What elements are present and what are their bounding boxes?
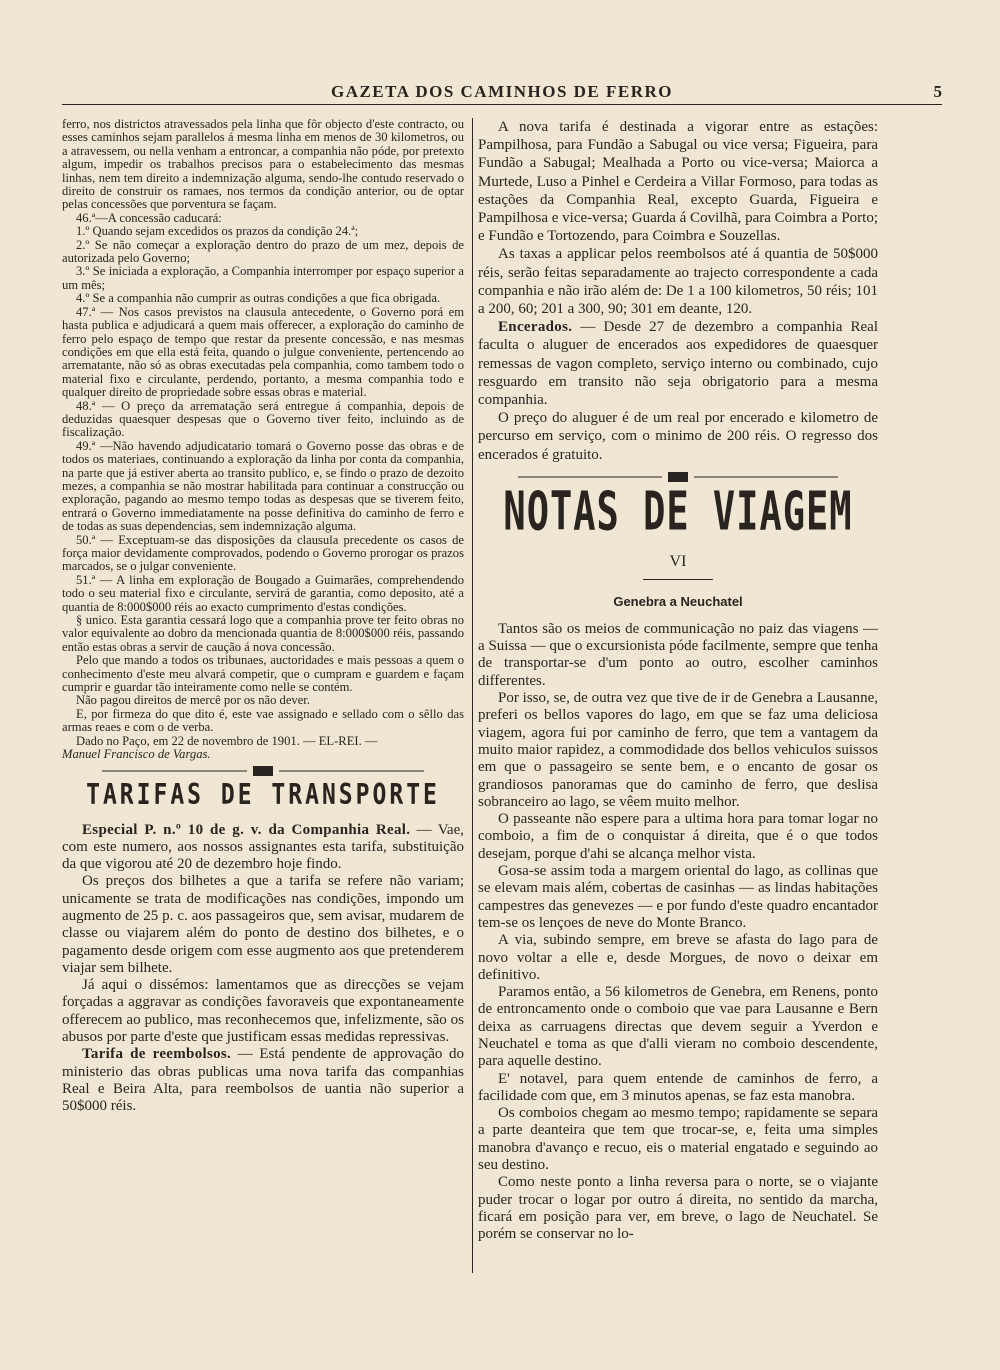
decree-paragraph: Dado no Paço, em 22 de novembro de 1901. — EL-REI. — [76,733,378,748]
tarifa-continuation [478,118,878,318]
reembolsos-paragraph [62,1046,464,1115]
section-heading-tarifas: TARIFAS DE TRANSPORTE [86,778,440,811]
article-paragraph: Como neste ponto a linha reversa para o norte, se o viajante puder trocar o logar por outro á direita, no sentido da marcha, ficará em posição para ver, em breve, o lago de Neuchatel. Se porém se conservar no lo- [478,1174,878,1243]
right-column [478,118,878,1244]
article-paragraph: Paramos então, a 56 kilometros de Genebra, em Renens, ponto de entroncamento onde o comboio que vae para Lausanne e Bern deixa as carruagens directas que devem seguir a Yverdon e Neuchatel e toma as que d'alli vieram no comboio descendente, para aquelle destino. [478,984,878,1070]
tarifas-paragraph: Já aqui o dissémos: lamentamos que as direcções se vejam forçadas a aggravar as condições favoraveis que expontaneamente offerecem ao publico, mas reconhecemos que, infelizmente, são os abusos por parte d'este que justificam essas medidas repressivas. [62,977,464,1046]
decree-paragraph: 46.ª—A concessão caducará: [76,210,222,225]
publication-title: GAZETA DOS CAMINHOS DE FERRO [330,82,674,101]
article-paragraph: Os comboios chegam ao mesmo tempo; rapidamente se separa a parte deanteira que tem que trocar-se, e, feita uma simples manobra d'avanço e recuo, eis o material engatado e seguindo ao seu destino. [478,1105,878,1174]
decree-paragraph: E, por firmeza do que dito é, este vae assignado e sellado com o sêllo das armas reaes e com o de verba. [62,706,464,735]
decree-text [62,118,464,748]
notas-text [478,621,878,1244]
decree-paragraph: 48.ª — O preço da arrematação será entregue á companhia, depois de deduzidas quaesquer despesas que o Governo tiver feito, incluindo as de fiscalização. [62,398,464,440]
article-paragraph: Gosa-se assim toda a margem oriental do lago, as collinas que se elevam mais além, cobertas de casinhas — as lindas habitações campestres das genevezes — e por fundo d'este quadro encantador tem-se os lençoes de neve do Monte Branco. [478,863,878,931]
header-rule [62,104,942,105]
decree-paragraph: 51.ª — A linha em exploração de Bougado a Guimarães, comprehendendo todo o seu material fixo e circulante, servirá de garantia, como deposito, até a quantia de 8:000$000 réis ao exacto cumprimento d'estas condições. [62,572,464,614]
tarifas-lead-rest: — Vae, com este numero, aos nossos assignantes esta tarifa, substituição da que vigorou até 20 de dezembro hoje findo. [62,821,464,873]
decree-paragraph: 2.º Se não começar a exploração dentro do prazo de um mez, depois de autorizada pelo Governo; [62,237,464,266]
decree-paragraph: Não pagou direitos de mercê por os não dever. [76,693,310,708]
article-paragraph: E' notavel, para quem entende de caminhos de ferro, a facilidade com que, em 3 minutos apenas, se faz esta manobra. [478,1070,878,1104]
decree-paragraph: 4.º Se a companhia não cumprir as outras condições a que fica obrigada. [76,291,441,306]
column-rule [472,118,473,1273]
encerados-paragraph [478,318,878,409]
tarifas-paragraph: Os preços dos bilhetes a que a tarifa se refere não variam; unicamente se trata de modificações nas condições, impondo um augmento de 25 p. c. aos passageiros que, sem avisar, mudarem de classe ou viajarem além do ponto de destino dos bilhetes, e o pagamento desde origem com esse augmento aos que pretenderem viajar sem bilhete. [62,873,464,976]
article-paragraph: Tantos são os meios de communicação no paiz das viagens — a Suissa — que o excursionista póde facilmente, sempre que tenha de transportar-se d'um ponto ao outro, escolher caminhos differentes. [478,620,878,689]
decree-paragraph: 3.º Se iniciada a exploração, a Companhia interromper por espaço superior a um mês; [62,264,464,292]
left-column [62,118,464,1116]
decree-paragraph: ferro, nos districtos atravessados pela linha que fôr objecto d'este contracto, ou esses caminhos sejam parallelos á mesma linha em menos de 30 kilometros, ou a atravessem, ou nella venham a entroncar, a companhia não póde, por pretexto algum, impedir os trabalhos precisos para o estabelecimento das mesmas linhas, nem tem direito a indemnização alguma, sendo-lhe contudo reservado o direito de construir os ramaes, nos termos da condição anterior, ou de optar pelas concessões que porventura se façam. [62,118,464,212]
tarifas-text [62,873,464,1046]
tarifa-paragraph: A nova tarifa é destinada a vigorar entre as estações: Pampilhosa, para Fundão a Sabugal ou vice versa; Figueira, para Fundão a Sabugal; Mealhada a Porto ou vice-versa; Maiorca a Murtede, Luso a Pinhel e Cerdeira a Villar Formoso, para todas as estações da Companhia Real, excepto Guarda, Figueira e Pampilhosa e vice-versa; Guarda á Covilhã, para Coimbra a Porto; e Fundão e Tortozendo, para Coimbra e Souzellas. [478,119,878,245]
article-paragraph: O passeante não espere para a ultima hora para tomar logar no comboio, a fim de o conquistar á direita, que é o que todos desejam, porque d'ahi se alcança melhor vista. [478,811,878,862]
decree-paragraph: Pelo que mando a todos os tribunaes, auctoridades e mais pessoas a quem o conhecimento d'este meu alvará competir, que o cumpram e guardem e façam cumprir e guardar tão inteiramente como nelle se contém. [62,653,464,695]
article-subheading: Genebra a Neuchatel [613,593,743,609]
page-header [62,82,942,104]
part-rule [643,579,713,580]
reembolsos-lead: Tarifa de reembolsos. [82,1046,232,1063]
article-paragraph: A via, subindo sempre, em breve se afasta do lago para de novo voltar a elle e, desde Morgues, de novo o deixar em definitivo. [478,932,878,983]
encerados-paragraph-2: O preço do aluguer é de um real por encerado e kilometro de percurso em serviço, com o minimo de 200 réis. O regresso dos encerados é gratuito. [478,410,878,463]
tarifa-paragraph: As taxas a applicar pelos reembolsos até á quantia de 50$000 réis, serão feitas separadamente ao trajecto correspondente a cada companhia e não irão além de: De 1 a 100 kilometros, 50 réis; 101 a 200, 60; 201 a 300, 90; 301 em deante, 120. [478,246,878,318]
page-number: 5 [933,82,942,101]
decree-paragraph: 50.ª — Exceptuam-se das disposições da clausula precedente os casos de força maior devidamente comprovados, podendo o Governo prorogar os prazos marcados, se o julgar conveniente. [62,532,464,574]
encerados-text: — Desde 27 de dezembro a companhia Real faculta o aluguer de encerados aos expedidores de quaesquer remessas de vagon completo, serviço interno ou combinado, cujo resguardo em transito não seja obrigatorio para a mesma companhia. [478,319,878,409]
decree-paragraph: 1.º Quando sejam excedidos os prazos da condição 24.ª; [76,224,359,239]
section-heading-notas: NOTAS DE VIAGEM [503,480,853,543]
encerados-lead: Encerados. [498,319,573,336]
tarifas-lead: Especial P. n.º 10 de g. v. da Companhia Real. [82,821,411,838]
article-paragraph: Por isso, se, de outra vez que tive de ir de Genebra a Lausanne, preferi os bellos vapores do lago, em que se faz uma deliciosa viagem, agora fui por caminho de ferro, que tem a vantagem da muito maior rapidez, a commodidade dos bellos vehiculos suissos em que o passageiro se sente bem, e o encanto de gosar os grandiosos panoramas que do caminho de ferro, que deslisa sobranceiro ao lago, se vêem muito melhor. [478,690,878,810]
decree-paragraph: § unico. Esta garantia cessará logo que a companhia prove ter feito obras no valor equivalente ao dobro da mencionada quantia de 8:000$000 réis, passando então estas obras a servir de caução á nova concessão. [62,613,464,654]
part-number: VI [669,552,687,570]
decree-paragraph: 47.ª — Nos casos previstos na clausula antecedente, o Governo porá em hasta publica e adjudicará a quem mais offerecer, a exploração do caminho de ferro pelo espaço de tempo que restar da presente concessão, e nas mesmas condições em que ella está feita, quando o julgue conveniente, pertencendo ao arrematante, não só as obras executadas pela companhia, como tambem todo o material fixo e circulante, perdendo, portanto, a mesma companhia todo e qualquer direito de propriedade sobre essas obras e material. [62,304,464,400]
decree-paragraph: 49.ª —Não havendo adjudicatario tomará o Governo posse das obras e de todos os materiaes, continuando a exploração da linha por conta da companhia, na parte que já estiver aberta ao transito publico, e, se findo o prazo de dezoito mezes, a companhia se não mostrar habilitada para continuar a construcção ou exploração, pagando ao mesmo tempo todas as despesas que se tiverem feito, entrará o Governo immediatamente na posse definitiva do caminho de ferro e de todas as suas dependencias, sem indemnização alguma. [62,438,464,534]
ornament-divider [62,764,464,776]
signature: Manuel Francisco de Vargas. [62,747,211,762]
tarifas-lead-paragraph [62,822,464,874]
reembolsos-text: — Está pendente de approvação do ministerio das obras publicas uma nova tarifa das companhias Real e Beira Alta, para reembolsos de uantia não superior a 50$000 réis. [62,1046,464,1115]
